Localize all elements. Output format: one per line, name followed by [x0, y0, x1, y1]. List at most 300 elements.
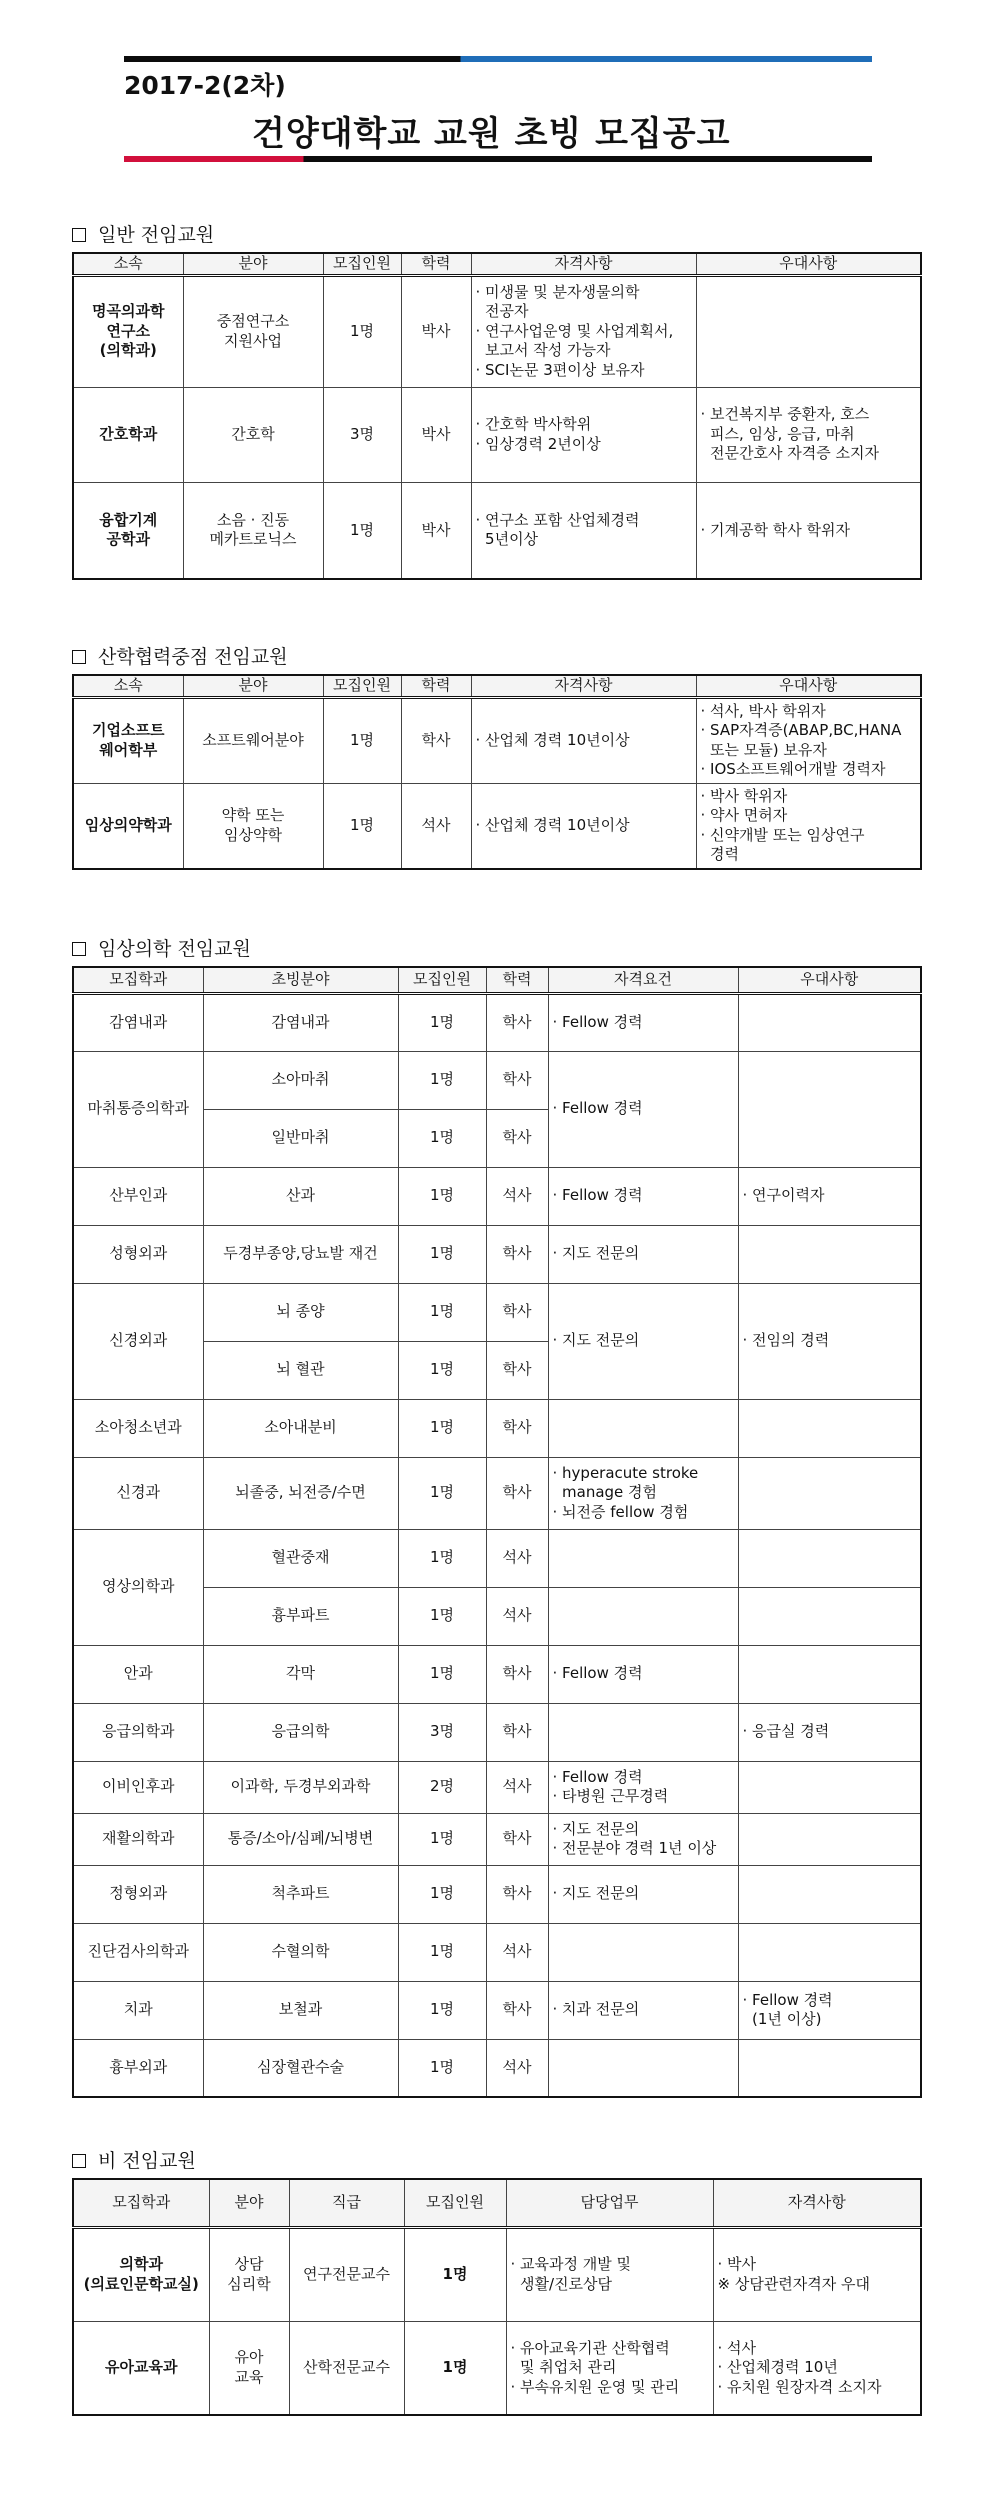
checkbox-icon — [72, 650, 86, 664]
rank-cell-text: 연구전문교수 — [303, 2264, 390, 2283]
qual-cell — [548, 1399, 738, 1457]
dept-cell-text: 소아청소년과 — [94, 1418, 182, 1437]
dept-cell — [73, 1703, 203, 1761]
industry-faculty-table — [72, 674, 922, 870]
degree-cell-text: 학사 — [502, 2000, 532, 2019]
count-cell-text: 1명 — [429, 1418, 455, 1437]
qual-cell-text: 전공자 — [475, 302, 529, 321]
dept-cell — [73, 1283, 203, 1399]
dept-cell-text: 산부인과 — [109, 1186, 168, 1205]
dept-cell — [73, 697, 183, 783]
column-header-text: 학력 — [502, 970, 532, 988]
dept-cell-text: 신경과 — [116, 1483, 160, 1502]
qual-cell-text: ※ 상담관련자격자 우대 — [717, 2274, 871, 2293]
field-cell-text: 소프트웨어분야 — [202, 730, 304, 749]
qual-cell — [471, 387, 696, 482]
checkbox-icon — [72, 228, 86, 242]
count-cell — [398, 1529, 486, 1587]
count-cell-text: 3명 — [349, 424, 375, 443]
qual-cell-text: · 임상경력 2년이상 — [475, 434, 601, 453]
qual-cell-text: · 연구소 포함 산업체경력 — [475, 510, 640, 529]
column-header — [398, 967, 486, 993]
qual-cell — [471, 275, 696, 387]
table-row — [73, 1865, 921, 1923]
count-cell-text: 1명 — [429, 1070, 455, 1089]
qual-cell-text: · Fellow 경력 — [552, 1767, 643, 1786]
table-row — [73, 1703, 921, 1761]
column-header — [738, 967, 921, 993]
table-row — [73, 1981, 921, 2039]
count-cell — [398, 1587, 486, 1645]
count-cell-text: 1명 — [349, 730, 375, 749]
degree-cell — [486, 1341, 548, 1399]
degree-cell-text: 석사 — [421, 816, 451, 834]
dept-cell — [73, 1457, 203, 1529]
dept-cell — [73, 1923, 203, 1981]
count-cell — [404, 2321, 506, 2415]
field-cell-text: 약학 또는 — [221, 806, 285, 825]
degree-cell — [401, 275, 471, 387]
field-cell-text: 뇌 종양 — [276, 1302, 325, 1321]
pref-cell — [738, 1923, 921, 1981]
field-cell-text: 혈관중재 — [271, 1548, 330, 1567]
field-cell-text: 통증/소아/심폐/뇌병변 — [227, 1829, 374, 1848]
table-row — [73, 1923, 921, 1981]
degree-cell — [486, 1761, 548, 1813]
duty-cell-text: · 유아교육기관 산학협력 — [510, 2338, 670, 2357]
count-cell — [323, 387, 401, 482]
field-cell-text: 소아내분비 — [264, 1418, 337, 1437]
column-header — [696, 253, 921, 275]
checkbox-icon — [72, 942, 86, 956]
table-row — [73, 1167, 921, 1225]
field-cell-text: 중점연구소 — [216, 312, 290, 330]
degree-cell-text: 학사 — [502, 1360, 532, 1379]
column-header-text: 우대사항 — [779, 676, 838, 694]
column-header-text: 우대사항 — [800, 970, 859, 988]
column-header — [486, 967, 548, 993]
dept-cell-text: 웨어학부 — [99, 740, 158, 759]
field-cell-text: 흉부파트 — [271, 1606, 330, 1625]
pref-cell-text: · 연구이력자 — [742, 1186, 825, 1205]
qual-cell-text: manage 경험 — [552, 1483, 658, 1502]
field-cell — [203, 1813, 398, 1865]
count-cell — [398, 1761, 486, 1813]
column-header-text: 자격사항 — [554, 676, 613, 694]
checkbox-icon — [72, 2154, 86, 2168]
dept-cell-text: (의료인문학교실) — [83, 2274, 199, 2293]
count-cell — [398, 1981, 486, 2039]
section-title-text: 산학협력중점 전임교원 — [98, 646, 288, 668]
column-header-text: 우대사항 — [779, 254, 838, 272]
table-row — [73, 1761, 921, 1813]
count-cell-text: 1명 — [349, 816, 375, 834]
table-row — [73, 1399, 921, 1457]
count-cell — [323, 697, 401, 783]
dept-cell-text: 재활의학과 — [102, 1829, 175, 1848]
count-cell-text: 1명 — [429, 2000, 455, 2019]
section-title-text: 임상의학 전임교원 — [98, 938, 251, 960]
nontenure-faculty-table — [72, 2178, 922, 2416]
field-cell — [203, 1341, 398, 1399]
table-header-row — [73, 967, 921, 993]
field-cell-text: 일반마취 — [271, 1128, 330, 1147]
table-row — [73, 2321, 921, 2415]
field-cell — [183, 482, 323, 579]
dept-cell-text: 영상의학과 — [102, 1577, 175, 1596]
pref-cell — [738, 1761, 921, 1813]
degree-cell — [486, 1167, 548, 1225]
count-cell — [398, 993, 486, 1051]
degree-cell — [486, 1865, 548, 1923]
qual-cell — [713, 2321, 921, 2415]
dept-cell — [73, 1225, 203, 1283]
table-row — [73, 1529, 921, 1587]
dept-cell-text: 감염내과 — [109, 1012, 168, 1031]
qual-cell-text: · Fellow 경력 — [552, 1099, 643, 1118]
degree-cell — [486, 1399, 548, 1457]
table-row — [73, 1225, 921, 1283]
clinical-faculty-table — [72, 966, 922, 2098]
count-cell-text: 1명 — [429, 1829, 455, 1848]
qual-cell — [548, 1703, 738, 1761]
pref-cell-text: 또는 모듈) 보유자 — [700, 740, 827, 759]
qual-cell — [548, 1761, 738, 1813]
dept-cell-text: 응급의학과 — [102, 1722, 175, 1741]
degree-cell — [486, 1109, 548, 1167]
pref-cell-text: · 응급실 경력 — [742, 1722, 830, 1741]
field-cell — [203, 1457, 398, 1529]
duty-cell-text: · 부속유치원 운영 및 관리 — [510, 2377, 680, 2396]
field-cell — [203, 993, 398, 1051]
dept-cell — [73, 1399, 203, 1457]
section-clinical-faculty — [72, 932, 920, 2098]
degree-cell-text: 석사 — [502, 1942, 532, 1961]
dept-cell-text: 마취통증의학과 — [87, 1099, 189, 1118]
degree-cell-text: 석사 — [502, 1186, 532, 1205]
column-header-text: 학력 — [421, 676, 451, 694]
qual-cell — [713, 2227, 921, 2321]
dept-cell-text: 공학과 — [106, 530, 150, 549]
field-cell — [203, 1051, 398, 1109]
dept-cell — [73, 1813, 203, 1865]
qual-cell-text: · 지도 전문의 — [552, 1244, 640, 1263]
table-row — [73, 1813, 921, 1865]
degree-cell-text: 학사 — [421, 730, 451, 749]
pref-cell — [696, 387, 921, 482]
count-cell-text: 1명 — [429, 1360, 455, 1379]
degree-cell — [486, 1587, 548, 1645]
field-cell-text: 지원사업 — [224, 331, 282, 350]
field-cell-text: 산과 — [286, 1186, 315, 1205]
qual-cell-text: · 유치원 원장자격 소지자 — [717, 2377, 882, 2396]
column-header — [696, 675, 921, 697]
count-cell-text: 1명 — [429, 1244, 455, 1263]
field-cell-text: 임상약학 — [224, 825, 282, 844]
qual-cell-text: · 석사 — [717, 2338, 757, 2357]
rank-cell-text: 산학전문교수 — [303, 2358, 390, 2376]
qual-cell-text: · Fellow 경력 — [552, 1186, 643, 1205]
pref-cell — [738, 1529, 921, 1587]
column-header — [471, 675, 696, 697]
count-cell — [398, 1865, 486, 1923]
section-nontenure-faculty — [72, 2144, 920, 2416]
count-cell — [398, 1457, 486, 1529]
count-cell-text: 1명 — [429, 1664, 455, 1683]
qual-cell-text: · 지도 전문의 — [552, 1331, 640, 1350]
qual-cell-text: · 치과 전문의 — [552, 2000, 640, 2019]
dept-cell-text: 이비인후과 — [102, 1777, 175, 1796]
rank-cell — [289, 2227, 404, 2321]
field-cell — [203, 2039, 398, 2097]
dept-cell-text: 명곡의과학 — [92, 302, 165, 321]
section-title-text: 비 전임교원 — [98, 2150, 196, 2172]
pref-cell-text: · Fellow 경력 — [742, 1990, 833, 2009]
column-header-text: 모집인원 — [333, 676, 391, 694]
degree-cell — [401, 697, 471, 783]
count-cell-text: 1명 — [429, 2058, 455, 2076]
count-cell — [398, 2039, 486, 2097]
field-cell — [203, 1761, 398, 1813]
field-cell-text: 심리학 — [227, 2274, 271, 2293]
field-cell-text: 두경부종양,당뇨발 재건 — [223, 1244, 378, 1263]
dept-cell-text: 치과 — [123, 2000, 153, 2019]
column-header-text: 분야 — [234, 2193, 264, 2211]
dept-cell — [73, 1529, 203, 1645]
field-cell — [203, 1865, 398, 1923]
pref-cell-text: 피스, 임상, 응급, 마취 — [700, 424, 855, 443]
degree-cell-text: 박사 — [421, 520, 451, 539]
pref-cell-text: · 석사, 박사 학위자 — [700, 701, 826, 720]
column-header — [73, 675, 183, 697]
count-cell-text: 1명 — [429, 1186, 455, 1205]
column-header-text: 모집학과 — [109, 970, 168, 988]
degree-cell-text: 학사 — [502, 1302, 532, 1321]
column-header — [209, 2179, 289, 2227]
qual-cell — [548, 1457, 738, 1529]
column-header — [323, 253, 401, 275]
count-cell-text: 1명 — [429, 1606, 455, 1625]
header-bottom-bar — [124, 156, 872, 162]
count-cell — [398, 1167, 486, 1225]
pref-cell — [738, 1645, 921, 1703]
degree-cell — [401, 482, 471, 579]
degree-cell — [486, 1283, 548, 1341]
count-cell-text: 1명 — [429, 1942, 455, 1961]
degree-cell — [401, 387, 471, 482]
page-header — [124, 56, 872, 166]
table-row — [73, 2039, 921, 2097]
dept-cell-text: 유아교육과 — [105, 2358, 178, 2376]
pref-cell — [696, 275, 921, 387]
count-cell-text: 1명 — [429, 1128, 455, 1147]
count-cell-text: 1명 — [429, 1884, 455, 1903]
dept-cell-text: 융합기계 — [99, 510, 158, 529]
degree-cell-text: 학사 — [502, 1012, 532, 1031]
column-header-text: 직급 — [332, 2193, 361, 2211]
degree-cell-text: 학사 — [502, 1829, 532, 1848]
pref-cell — [738, 1051, 921, 1167]
qual-cell — [548, 1813, 738, 1865]
field-cell — [203, 1645, 398, 1703]
pref-cell — [738, 1981, 921, 2039]
degree-cell — [486, 1225, 548, 1283]
field-cell — [203, 1109, 398, 1167]
qual-cell — [548, 1645, 738, 1703]
count-cell — [398, 1225, 486, 1283]
dept-cell — [73, 1981, 203, 2039]
qual-cell-text: · 산업체경력 10년 — [717, 2358, 838, 2376]
degree-cell-text: 학사 — [502, 1244, 532, 1263]
degree-cell-text: 학사 — [502, 1128, 532, 1147]
count-cell — [398, 1283, 486, 1341]
qual-cell-text: · 간호학 박사학위 — [475, 415, 592, 433]
field-cell — [183, 783, 323, 869]
pref-cell — [696, 783, 921, 869]
duty-cell — [506, 2321, 713, 2415]
dept-cell-text: 임상의약학과 — [84, 816, 172, 834]
table-row — [73, 783, 921, 869]
degree-cell — [486, 1529, 548, 1587]
column-header — [73, 2179, 209, 2227]
field-cell-text: 감염내과 — [271, 1012, 330, 1031]
pref-cell — [738, 1703, 921, 1761]
field-cell — [183, 275, 323, 387]
count-cell-text: 3명 — [429, 1722, 455, 1741]
qual-cell-text: · Fellow 경력 — [552, 1664, 643, 1683]
column-header — [713, 2179, 921, 2227]
table-row — [73, 697, 921, 783]
duty-cell-text: · 교육과정 개발 및 — [510, 2255, 632, 2273]
qual-cell-text: · 전문분야 경력 1년 이상 — [552, 1839, 717, 1857]
section-title-text: 일반 전임교원 — [98, 224, 215, 246]
field-cell-text: 심장혈관수술 — [257, 2058, 344, 2076]
qual-cell-text: · 지도 전문의 — [552, 1884, 640, 1903]
section-title — [72, 218, 920, 252]
field-cell — [203, 1283, 398, 1341]
count-cell — [398, 1051, 486, 1109]
field-cell — [203, 1225, 398, 1283]
dept-cell-text: 흉부외과 — [109, 2058, 168, 2076]
pref-cell-text: · SAP자격증(ABAP,BC,HANA — [700, 721, 902, 739]
pref-cell-text: (1년 이상) — [742, 2010, 822, 2028]
field-cell — [203, 1167, 398, 1225]
dept-cell-text: 성형외과 — [109, 1244, 168, 1263]
field-cell-text: 상담 — [234, 2255, 264, 2273]
column-header-text: 모집인원 — [426, 2193, 484, 2211]
column-header-text: 모집인원 — [333, 254, 391, 272]
field-cell — [203, 1529, 398, 1587]
duty-cell-text: 생활/진로상담 — [510, 2274, 613, 2293]
dept-cell — [73, 993, 203, 1051]
pref-cell-text: · 박사 학위자 — [700, 786, 788, 805]
field-cell — [209, 2321, 289, 2415]
degree-cell-text: 박사 — [421, 424, 451, 443]
column-header-text: 분야 — [238, 254, 268, 272]
count-cell — [398, 1923, 486, 1981]
field-cell-text: 유아 — [234, 2348, 264, 2367]
dept-cell — [73, 783, 183, 869]
qual-cell — [548, 1051, 738, 1167]
degree-cell-text: 학사 — [502, 1070, 532, 1089]
table-header-row — [73, 2179, 921, 2227]
qual-cell — [471, 783, 696, 869]
degree-cell-text: 학사 — [502, 1722, 532, 1741]
count-cell-text: 1명 — [349, 520, 375, 539]
degree-cell — [401, 783, 471, 869]
field-cell-text: 소음 · 진동 — [216, 510, 290, 529]
qual-cell-text: · 타병원 근무경력 — [552, 1787, 669, 1805]
degree-cell-text: 학사 — [502, 1884, 532, 1903]
table-header-row — [73, 675, 921, 697]
general-faculty-table — [72, 252, 922, 580]
pref-cell-text: · IOS소프트웨어개발 경력자 — [700, 760, 886, 778]
column-header-text: 소속 — [113, 254, 143, 272]
qual-cell-text: · 연구사업운영 및 사업계획서, — [475, 321, 674, 340]
degree-cell-text: 학사 — [502, 1418, 532, 1437]
column-header-text: 분야 — [238, 676, 268, 694]
pref-cell — [738, 2039, 921, 2097]
table-row — [73, 1283, 921, 1341]
pref-cell — [738, 993, 921, 1051]
field-cell-text: 이과학, 두경부외과학 — [230, 1777, 371, 1796]
count-cell-text: 1명 — [429, 1012, 455, 1031]
degree-cell — [486, 1645, 548, 1703]
qual-cell — [471, 482, 696, 579]
page-title: 건양대학교 교원 초빙 모집공고 — [252, 114, 731, 154]
field-cell — [203, 1587, 398, 1645]
table-row — [73, 1457, 921, 1529]
degree-cell — [486, 993, 548, 1051]
pref-cell — [696, 697, 921, 783]
dept-cell-text: 진단검사의학과 — [87, 1942, 189, 1961]
qual-cell-text: · 박사 — [717, 2255, 757, 2273]
degree-cell-text: 석사 — [502, 1777, 532, 1796]
pref-cell-text: · 신약개발 또는 임상연구 — [700, 825, 865, 844]
degree-cell-text: 석사 — [502, 2058, 532, 2076]
dept-cell-text: 연구소 — [106, 321, 150, 340]
field-cell-text: 각막 — [286, 1664, 315, 1683]
count-cell — [398, 1645, 486, 1703]
column-header — [203, 967, 398, 993]
column-header-text: 모집학과 — [112, 2193, 171, 2211]
pref-cell-text: · 약사 면허자 — [700, 806, 788, 825]
pref-cell — [738, 1457, 921, 1529]
column-header — [548, 967, 738, 993]
count-cell — [398, 1399, 486, 1457]
table-row — [73, 2227, 921, 2321]
count-cell — [398, 1341, 486, 1399]
column-header — [73, 967, 203, 993]
field-cell — [183, 697, 323, 783]
pref-cell — [696, 482, 921, 579]
dept-cell-text: 의학과 — [119, 2255, 163, 2273]
degree-cell — [486, 1813, 548, 1865]
dept-cell-text: 신경외과 — [109, 1331, 168, 1350]
pref-cell — [738, 1399, 921, 1457]
degree-cell-text: 박사 — [421, 321, 451, 340]
field-cell — [203, 1703, 398, 1761]
column-header-text: 학력 — [421, 254, 451, 272]
column-header — [323, 675, 401, 697]
table-row — [73, 387, 921, 482]
dept-cell-text: (의학과) — [99, 341, 157, 360]
qual-cell — [548, 993, 738, 1051]
field-cell-text: 척추파트 — [271, 1884, 330, 1903]
qual-cell-text: 보고서 작성 가능자 — [475, 341, 611, 360]
count-cell-text: 1명 — [429, 1548, 455, 1567]
degree-cell-text: 석사 — [502, 1548, 532, 1567]
